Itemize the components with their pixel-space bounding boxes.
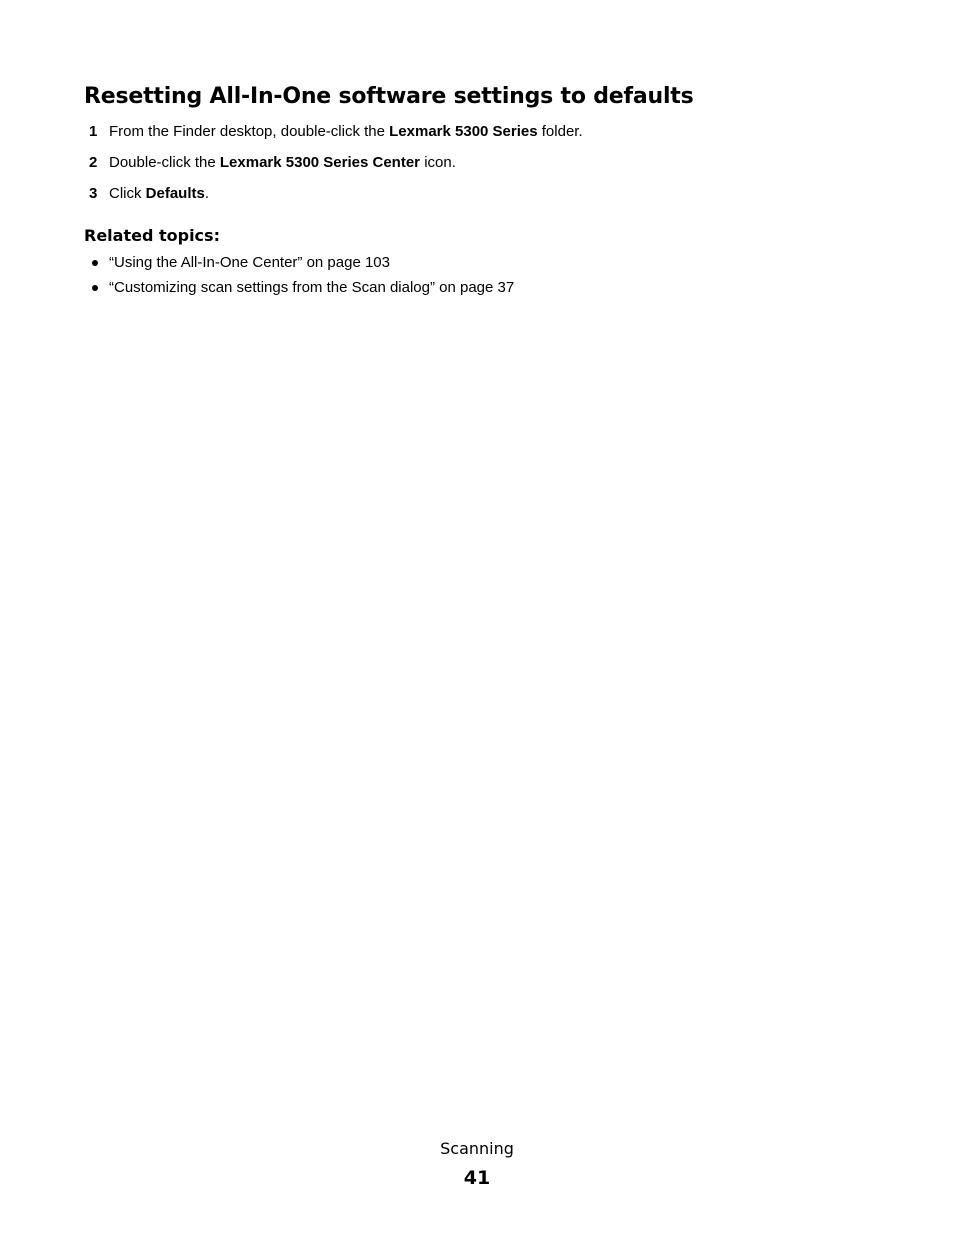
footer-section-name: Scanning bbox=[440, 1139, 514, 1158]
page-number: 41 bbox=[463, 1167, 491, 1189]
step-emphasis: Lexmark 5300 Series bbox=[389, 123, 538, 140]
step-emphasis: Defaults bbox=[145, 185, 205, 202]
step-emphasis: Lexmark 5300 Series Center bbox=[219, 154, 421, 171]
step-text: From the Finder desktop, double-click the Lexmark 5300 Series folder. bbox=[109, 123, 583, 140]
step-number: 3 bbox=[89, 185, 98, 202]
related-topic-link[interactable]: “Customizing scan settings from the Scan dialog” on page 37 bbox=[109, 279, 515, 296]
step-number: 1 bbox=[89, 123, 98, 140]
step-number: 2 bbox=[89, 154, 98, 171]
bullet-icon bbox=[92, 285, 98, 291]
step-text: Click Defaults. bbox=[109, 185, 210, 202]
related-topic-link[interactable]: “Using the All-In-One Center” on page 103 bbox=[109, 254, 390, 271]
related-topics-heading: Related topics: bbox=[84, 226, 220, 245]
step-text: Double-click the Lexmark 5300 Series Center icon. bbox=[109, 154, 456, 171]
page-title: Resetting All-In-One software settings to defaults bbox=[84, 84, 694, 109]
bullet-icon bbox=[92, 260, 98, 266]
